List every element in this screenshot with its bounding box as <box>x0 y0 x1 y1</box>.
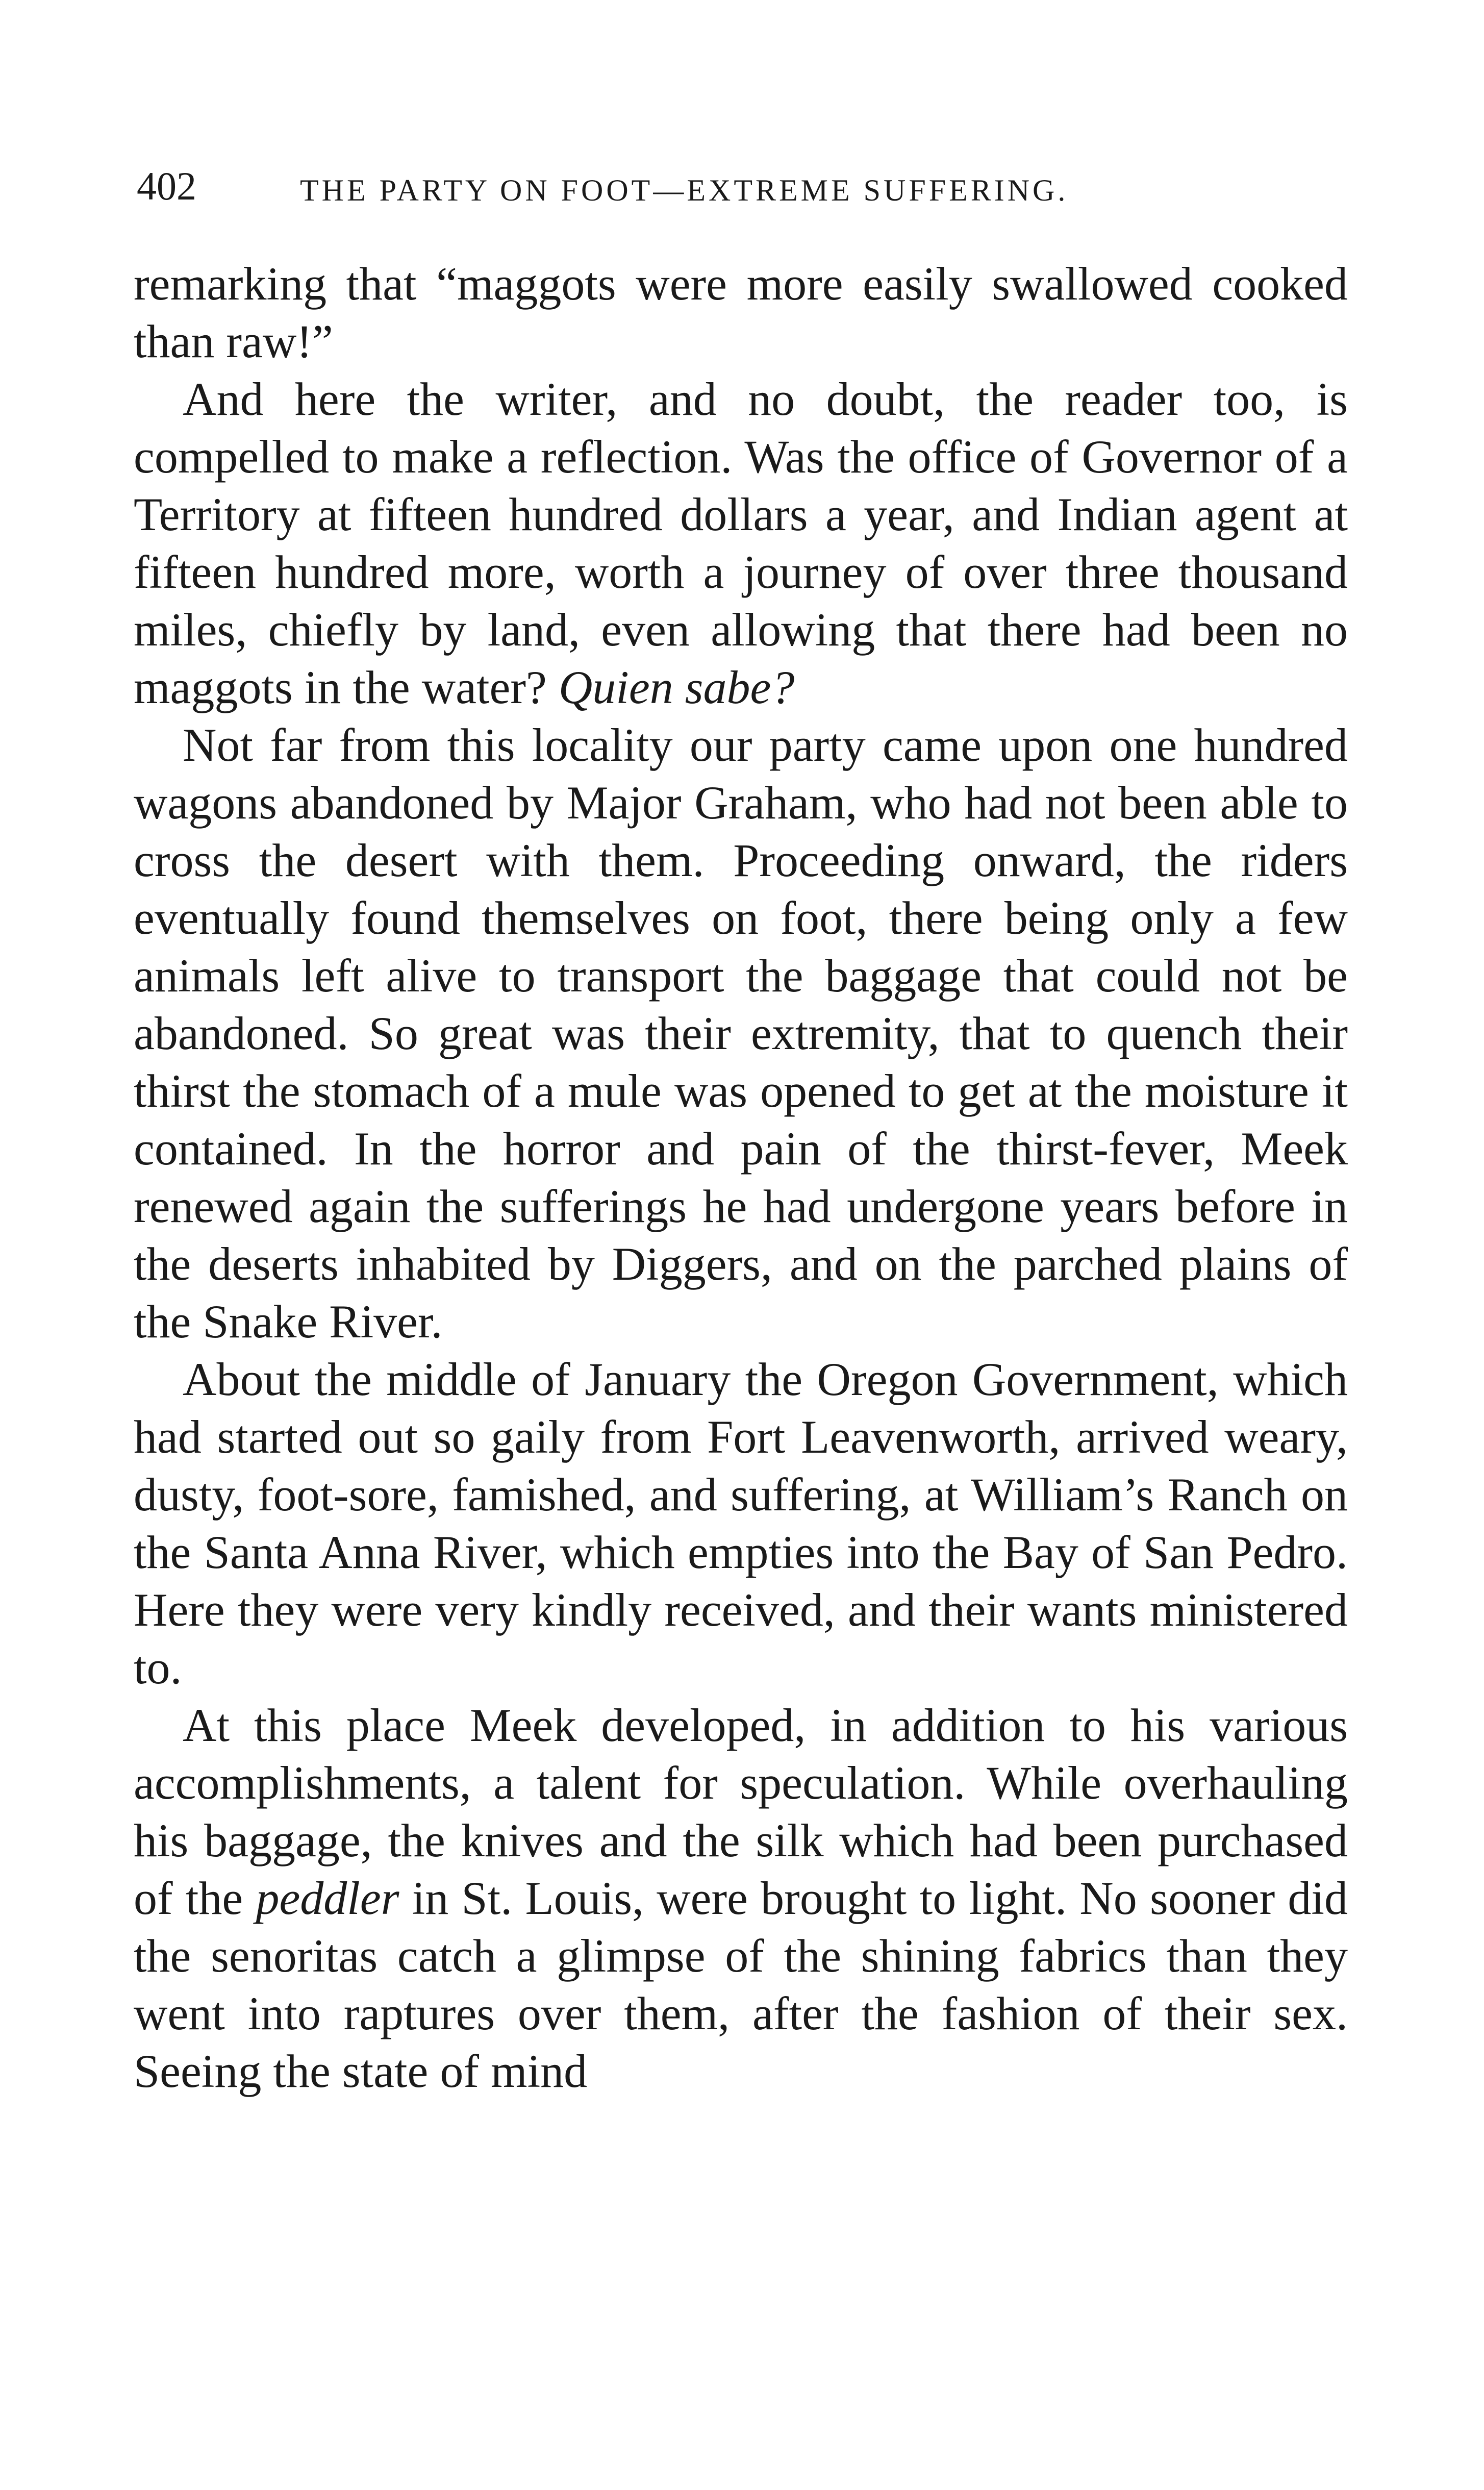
italic-phrase: Quien sabe? <box>558 661 795 713</box>
italic-word: peddler <box>256 1872 399 1924</box>
paragraph-abandoned-wagons <box>134 716 1348 1351</box>
page-number: 402 <box>137 164 196 208</box>
paragraph-text: At this place Meek developed, in addition to his various accomplishments, a talent for speculation. While overhauling his baggage, the knives and the silk which had been purchased of the <box>134 1699 1348 1924</box>
paragraph-text: Not far from this locality our party came upon one hundred wagons abandoned by Major Graham, who had not been able to cross the desert with them. Proceeding onward, the riders eventually found themselves on foot, there being only a few animals left alive to transport the baggage that could not be abandoned. So great was their extremity, that to quench their thirst the stomach of a mule was opened to get at the moisture it contained. In the horror and pain of the thirst-fever, Meek renewed again the sufferings he had undergone years before in the deserts inhabited by Diggers, and on the parched plains of the Snake River. <box>134 719 1348 1348</box>
paragraph-speculation <box>134 1697 1348 2100</box>
page-header <box>137 153 1346 219</box>
running-head: THE PARTY ON FOOT—EXTREME SUFFERING. <box>300 173 1069 207</box>
paragraph-arrival <box>134 1351 1348 1697</box>
paragraph-text: remarking that “maggots were more easily swallowed cooked than raw!” <box>134 258 1348 367</box>
paragraph-text: in St. Louis, were brought to light. No sooner did the senoritas catch a glimpse of the shining fabrics than they went into raptures over them, after the fashion of their sex. Seeing the state of mind <box>134 1872 1348 2097</box>
body-text <box>134 255 1348 2100</box>
paragraph-text: And here the writer, and no doubt, the reader too, is compelled to make a reflection. Was the office of Governor of a Territory at fifteen hundred dollars a year, and Indian agent at fifteen hundred more, worth a journey of over three thousand miles, chiefly by land, even allowing that there had been no maggots in the water? <box>134 373 1348 713</box>
paragraph-reflection <box>134 370 1348 716</box>
paragraph-continuation <box>134 255 1348 370</box>
paragraph-text: About the middle of January the Oregon Government, which had started out so gaily from Fort Leavenworth, arrived weary, dusty, foot-sore, famished, and suffering, at William’s Ranch on the Santa Anna River, which empties into the Bay of San Pedro. Here they were very kindly received, and their wants ministered to. <box>134 1353 1348 1694</box>
